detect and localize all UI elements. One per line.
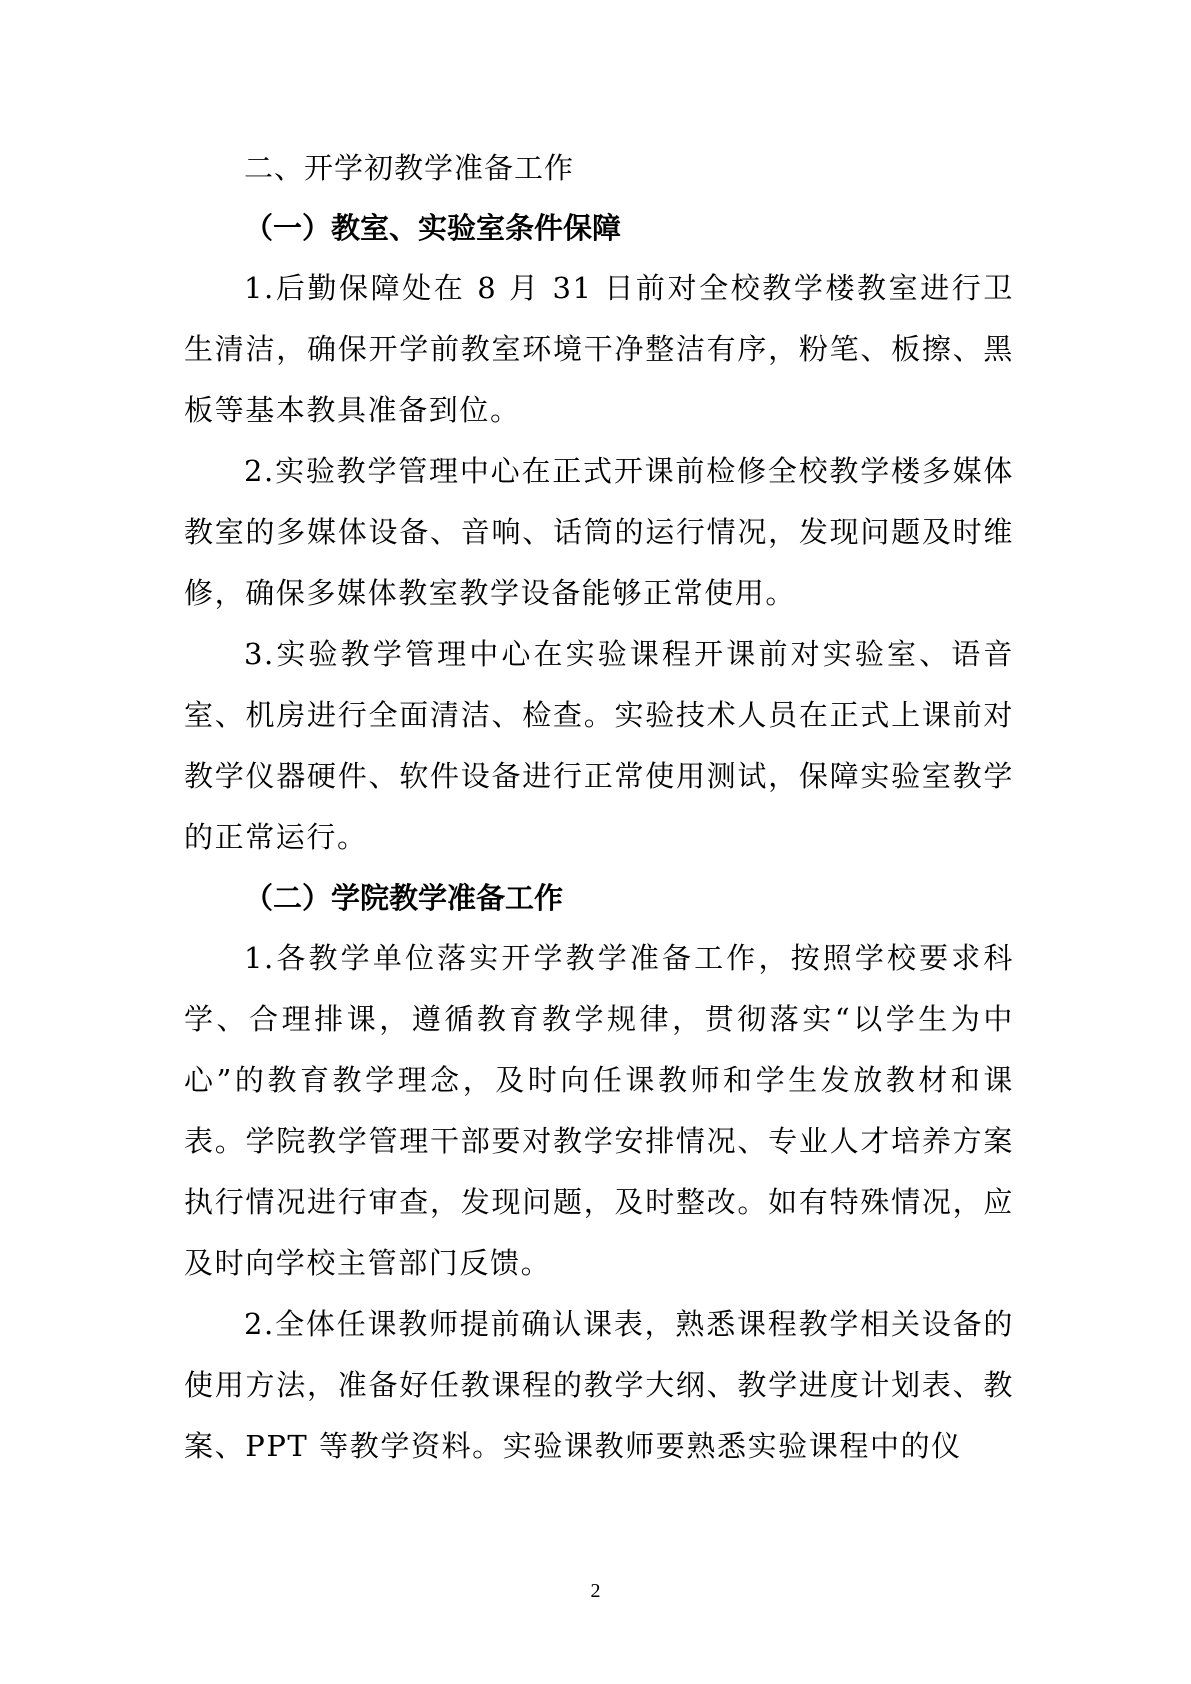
section-heading: 二、开学初教学准备工作 (244, 151, 575, 185)
page-number: 2 (590, 1580, 601, 1602)
paragraph: 2.全体任课教师提前确认课表，熟悉课程教学相关设备的使用方法，准备好任教课程的教学大纲、教学进度计划表、教案、PPT 等教学资料。实验课教师要熟悉实验课程中的仪 (184, 1307, 1014, 1463)
subsection-title-2: （二）学院教学准备工作 (244, 881, 564, 915)
paragraph: 3.实验教学管理中心在实验课程开课前对实验室、语音室、机房进行全面清洁、检查。实验技术人员在正式上课前对教学仪器硬件、软件设备进行正常使用测试，保障实验室教学的正常运行。 (184, 637, 1014, 854)
paragraph: 2.实验教学管理中心在正式开课前检修全校教学楼多媒体教室的多媒体设备、音响、话筒的运行情况，发现问题及时维修，确保多媒体教室教学设备能够正常使用。 (184, 454, 1014, 610)
paragraph: 1.后勤保障处在 8 月 31 日前对全校教学楼教室进行卫生清洁，确保开学前教室环境干净整洁有序，粉笔、板擦、黑板等基本教具准备到位。 (184, 271, 1014, 427)
document-body (184, 138, 1014, 1477)
subsection-title-1: （一）教室、实验室条件保障 (244, 211, 622, 245)
paragraph: 1.各教学单位落实开学教学准备工作，按照学校要求科学、合理排课，遵循教育教学规律，贯彻落实“以学生为中心”的教育教学理念，及时向任课教师和学生发放教材和课表。学院教学管理干部要对教学安排情况、专业人才培养方案执行情况进行审查，发现问题，及时整改。如有特殊情况，应及时向学校主管部门反馈。 (184, 941, 1014, 1280)
